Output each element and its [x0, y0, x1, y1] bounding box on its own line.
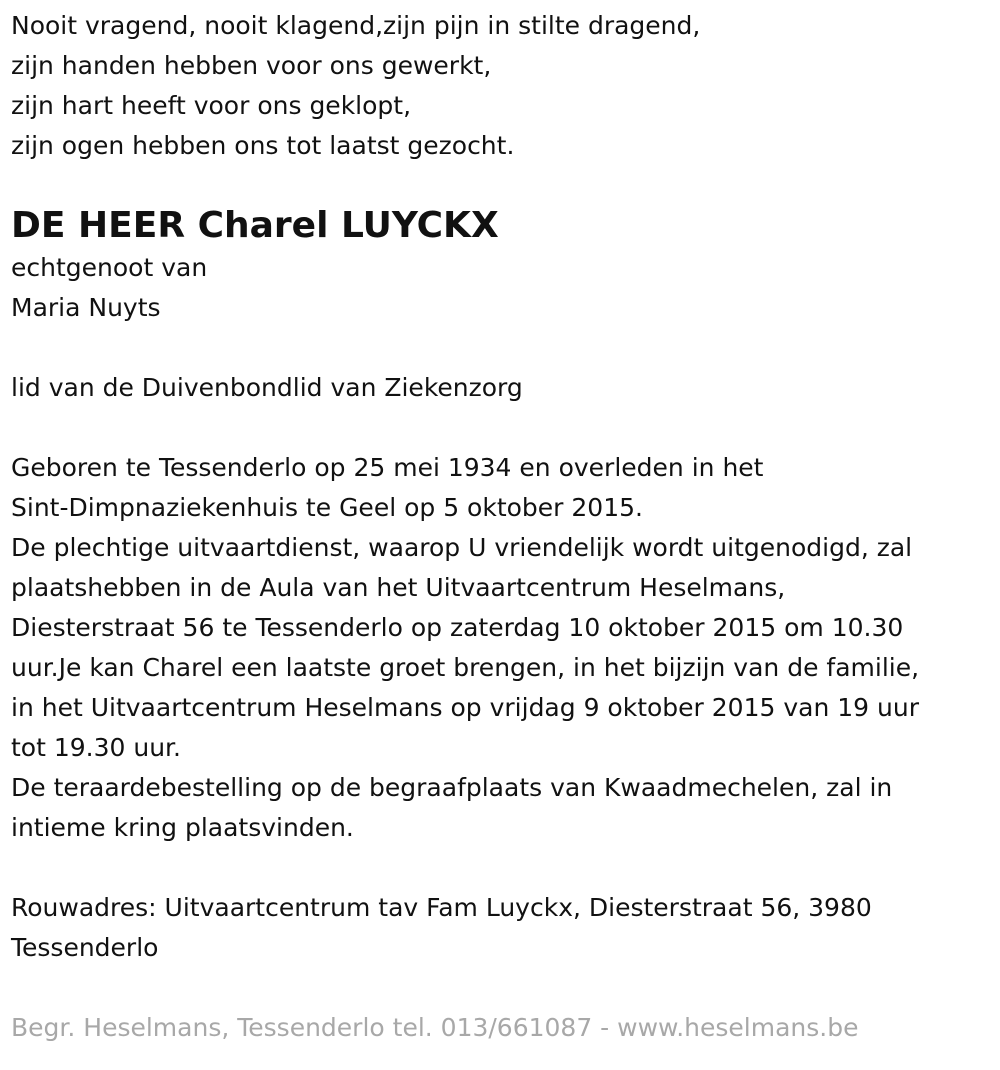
poem-line: Nooit vragend, nooit klagend,zijn pijn in stilte dragend, [11, 11, 701, 40]
address-line: Rouwadres: Uitvaartcentrum tav Fam Luyckx, Diesterstraat 56, 3980 [11, 893, 872, 922]
announcement-line: tot 19.30 uur. [11, 733, 181, 762]
poem-line: zijn ogen hebben ons tot laatst gezocht. [11, 131, 515, 160]
spacer [11, 408, 991, 448]
spacer [11, 848, 991, 888]
address-line: Tessenderlo [11, 933, 159, 962]
poem-line: zijn hart heeft voor ons geklopt, [11, 91, 412, 120]
poem [11, 6, 991, 166]
spouse-label: echtgenoot van [11, 253, 208, 282]
deceased-name: DE HEER Charel LUYCKX [11, 205, 499, 246]
mourning-address [11, 888, 991, 968]
spacer [11, 968, 991, 1008]
announcement-line: Diesterstraat 56 te Tessenderlo op zaterdag 10 oktober 2015 om 10.30 [11, 613, 904, 642]
poem-line: zijn handen hebben voor ons gewerkt, [11, 51, 492, 80]
announcement-line: De plechtige uitvaartdienst, waarop U vriendelijk wordt uitgenodigd, zal [11, 533, 913, 562]
announcement-line: intieme kring plaatsvinden. [11, 813, 354, 842]
spouse-name: Maria Nuyts [11, 293, 161, 322]
announcement [11, 448, 991, 848]
funeral-home-footer: Begr. Heselmans, Tessenderlo tel. 013/661087 - www.heselmans.be [11, 1013, 859, 1042]
announcement-line: Geboren te Tessenderlo op 25 mei 1934 en overleden in het [11, 453, 764, 482]
announcement-line: plaatshebben in de Aula van het Uitvaartcentrum Heselmans, [11, 573, 786, 602]
announcement-line: De teraardebestelling op de begraafplaats van Kwaadmechelen, zal in [11, 773, 893, 802]
obituary [11, 6, 991, 1048]
announcement-line: uur.Je kan Charel een laatste groet brengen, in het bijzijn van de familie, [11, 653, 920, 682]
memberships: lid van de Duivenbondlid van Ziekenzorg [11, 373, 523, 402]
announcement-line: Sint-Dimpnaziekenhuis te Geel op 5 oktober 2015. [11, 493, 643, 522]
spacer [11, 328, 991, 368]
announcement-line: in het Uitvaartcentrum Heselmans op vrijdag 9 oktober 2015 van 19 uur [11, 693, 919, 722]
